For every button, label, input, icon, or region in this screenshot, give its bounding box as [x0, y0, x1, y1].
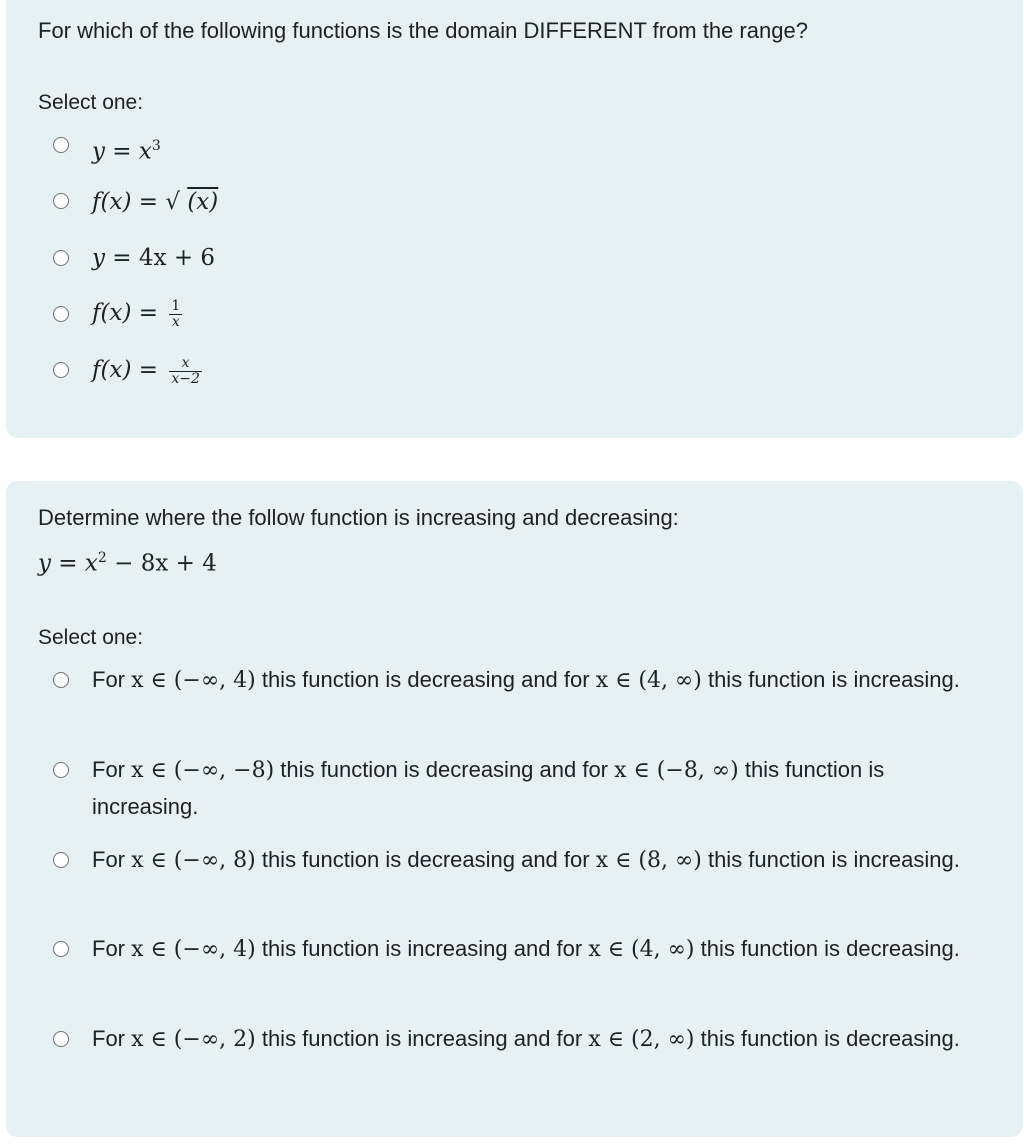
- formula-x: x: [84, 550, 98, 577]
- math-lhs: f(x): [92, 300, 132, 326]
- radio-button[interactable]: [53, 1031, 69, 1047]
- option-math: x ∈ (−8, ∞): [614, 758, 739, 783]
- math-equals: =: [105, 138, 139, 165]
- formula-exponent: 2: [97, 550, 107, 566]
- answer-option[interactable]: [92, 243, 215, 273]
- option-text: this function is increasing.: [701, 847, 960, 872]
- radio-button[interactable]: [53, 306, 69, 322]
- fraction: [169, 299, 182, 330]
- radio-button[interactable]: [53, 193, 69, 209]
- option-text: For: [92, 936, 132, 961]
- math-rhs: 4x + 6: [138, 245, 216, 271]
- answer-option[interactable]: [92, 842, 992, 879]
- answer-option[interactable]: [92, 752, 992, 825]
- select-one-label: Select one:: [38, 91, 144, 114]
- answer-option[interactable]: [92, 355, 202, 387]
- option-math: x ∈ (−∞, 4): [131, 668, 256, 693]
- option-text: this function is decreasing.: [694, 936, 960, 961]
- question-text: For which of the following functions is the domain DIFFERENT from the range?: [38, 18, 808, 43]
- answer-option[interactable]: [92, 662, 992, 699]
- option-text: this function is increasing.: [701, 667, 960, 692]
- option-text: this function is increasing and for: [255, 1026, 589, 1051]
- sqrt-symbol: √: [165, 189, 180, 215]
- radio-button[interactable]: [53, 762, 69, 778]
- math-equals: =: [131, 189, 166, 215]
- math-equals: =: [105, 245, 139, 271]
- option-text: this function is decreasing and for: [274, 757, 615, 782]
- select-one-label: Select one:: [38, 626, 144, 649]
- option-text: this function is decreasing and for: [255, 667, 596, 692]
- math-equals: =: [131, 300, 166, 326]
- option-math: x ∈ (4, ∞): [588, 937, 695, 962]
- option-math: x ∈ (4, ∞): [595, 668, 702, 693]
- math-rhs: x: [138, 138, 152, 165]
- question-card-2: [6, 481, 1023, 1137]
- option-text: this function is decreasing and for: [255, 847, 596, 872]
- radio-button[interactable]: [53, 941, 69, 957]
- option-math: x ∈ (8, ∞): [595, 848, 702, 873]
- fraction-denominator: x−2: [171, 370, 200, 387]
- math-lhs: f(x): [92, 189, 132, 215]
- math-lhs: f(x): [92, 357, 132, 383]
- radio-button[interactable]: [53, 137, 69, 153]
- function-formula: [38, 550, 217, 577]
- fraction-numerator: x: [181, 354, 190, 371]
- radio-button[interactable]: [53, 852, 69, 868]
- option-text: For: [92, 847, 132, 872]
- radio-button[interactable]: [53, 362, 69, 378]
- answer-option[interactable]: [92, 131, 161, 167]
- answer-option[interactable]: [92, 931, 992, 968]
- option-text: For: [92, 757, 132, 782]
- answer-option[interactable]: [92, 187, 218, 217]
- option-math: x ∈ (−∞, 4): [131, 937, 256, 962]
- answer-option[interactable]: [92, 298, 182, 330]
- option-text: For: [92, 1026, 132, 1051]
- math-exponent: 3: [151, 138, 161, 154]
- radio-button[interactable]: [53, 250, 69, 266]
- fraction-numerator: 1: [171, 297, 181, 314]
- formula-equals: =: [51, 550, 85, 577]
- math-lhs: y: [92, 138, 105, 165]
- option-math: x ∈ (−∞, 2): [131, 1027, 256, 1052]
- question-text: Determine where the follow function is increasing and decreasing:: [38, 505, 679, 530]
- option-math: x ∈ (2, ∞): [588, 1027, 695, 1052]
- answer-option[interactable]: [92, 1021, 992, 1058]
- option-text: this function is decreasing.: [694, 1026, 960, 1051]
- option-math: x ∈ (−∞, −8): [131, 758, 275, 783]
- option-text: this function is increasing.: [92, 757, 885, 819]
- sqrt-argument: (x): [187, 189, 219, 215]
- fraction-denominator: x: [169, 314, 182, 330]
- fraction: [169, 356, 202, 387]
- option-text: this function is increasing and for: [255, 936, 589, 961]
- math-equals: =: [131, 357, 166, 383]
- radio-button[interactable]: [53, 672, 69, 688]
- formula-rest: − 8x + 4: [106, 550, 217, 577]
- option-text: For: [92, 667, 132, 692]
- option-math: x ∈ (−∞, 8): [131, 848, 256, 873]
- math-lhs: y: [92, 245, 105, 271]
- question-card-1: [6, 0, 1023, 438]
- formula-y: y: [38, 550, 51, 577]
